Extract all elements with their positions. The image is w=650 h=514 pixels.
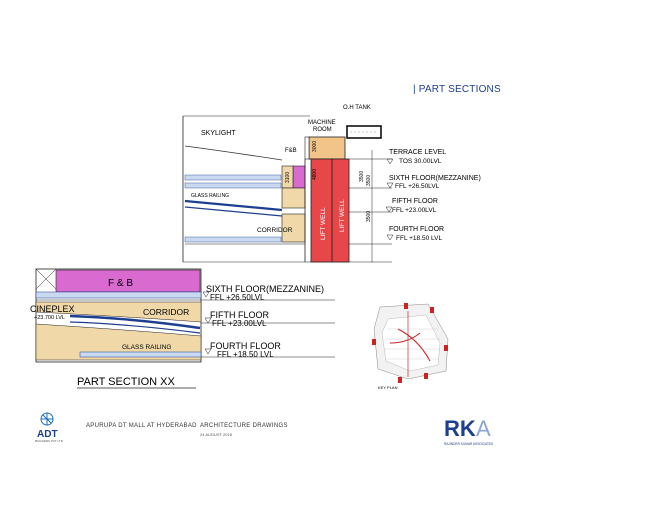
xx-level-fifth-name: FIFTH FLOOR (210, 310, 269, 320)
cineplex-level: +23.700 LVL (34, 315, 65, 321)
svg-text:A: A (476, 416, 491, 441)
corridor-label-top: CORRIDOR (257, 227, 293, 234)
dim-4800: 4800 (312, 168, 318, 180)
svg-text:BUILDERS PVT LTD: BUILDERS PVT LTD (35, 439, 63, 443)
level-fifth-name: FIFTH FLOOR (392, 198, 438, 205)
dim-3500c: 3500 (359, 170, 365, 182)
xx-level-sixth-value: FFL +26.50LVL (210, 293, 265, 302)
xx-level-fourth-name: FOURTH FLOOR (210, 341, 281, 351)
glass-railing-label-top: GLASS RAILING (191, 193, 230, 199)
svg-text:ADT: ADT (37, 429, 58, 440)
key-plan-label: KEY PLAN (378, 385, 398, 390)
xx-level-sixth-name: SIXTH FLOOR(MEZZANINE) (206, 284, 325, 294)
page-title: | PART SECTIONS (413, 84, 501, 95)
level-sixth-value: FFL +26.50LVL (395, 183, 440, 190)
document-date: 24 AUGUST 2018 (200, 432, 232, 437)
skylight-label: SKYLIGHT (201, 130, 236, 137)
svg-text:RAJINDER KUMAR ASSOCIATES: RAJINDER KUMAR ASSOCIATES (444, 442, 494, 446)
project-name: APURUPA DT MALL AT HYDERABAD (86, 423, 197, 429)
oh-tank-label: O.H TANK (343, 105, 371, 111)
lift-well-1-label: LIFT WELL (320, 207, 327, 240)
xx-level-fifth-value: FFL +23.00LVL (212, 319, 267, 328)
xx-level-fourth-value: FFL +18.50 LVL (217, 350, 274, 359)
machine-room-label-2: ROOM (313, 127, 332, 133)
level-terrace-name: TERRACE LEVEL (389, 149, 447, 156)
rka-logo (442, 412, 522, 448)
glass-railing-label-xx: GLASS RAILING (122, 344, 172, 351)
corridor-label-xx: CORRIDOR (143, 307, 190, 317)
lift-well-2-label: LIFT WELL (339, 199, 346, 232)
machine-room-label-1: MACHINE (308, 120, 336, 126)
dim-3500a: 3500 (366, 174, 372, 186)
dim-3100: 3100 (285, 171, 291, 183)
level-terrace-value: TOS 30.00LVL (399, 158, 442, 165)
level-fourth-name: FOURTH FLOOR (389, 226, 445, 233)
fb-label-xx: F & B (108, 278, 134, 289)
level-fifth-value: FFL +23.00LVL (392, 207, 437, 214)
cineplex-label: CINEPLEX (30, 304, 75, 314)
document-title: ARCHITECTURE DRAWINGS (200, 423, 288, 429)
dim-3000: 3000 (312, 140, 318, 152)
fb-label-top: F&B (285, 148, 297, 154)
section-xx-title: PART SECTION XX (77, 376, 175, 388)
adt-logo (33, 410, 81, 444)
svg-text:RK: RK (444, 416, 476, 441)
key-plan (368, 299, 454, 393)
dim-3500b: 3500 (366, 210, 372, 222)
level-sixth-name: SIXTH FLOOR(MEZZANINE) (389, 175, 481, 182)
level-fourth-value: FFL +18.50 LVL (396, 235, 443, 242)
